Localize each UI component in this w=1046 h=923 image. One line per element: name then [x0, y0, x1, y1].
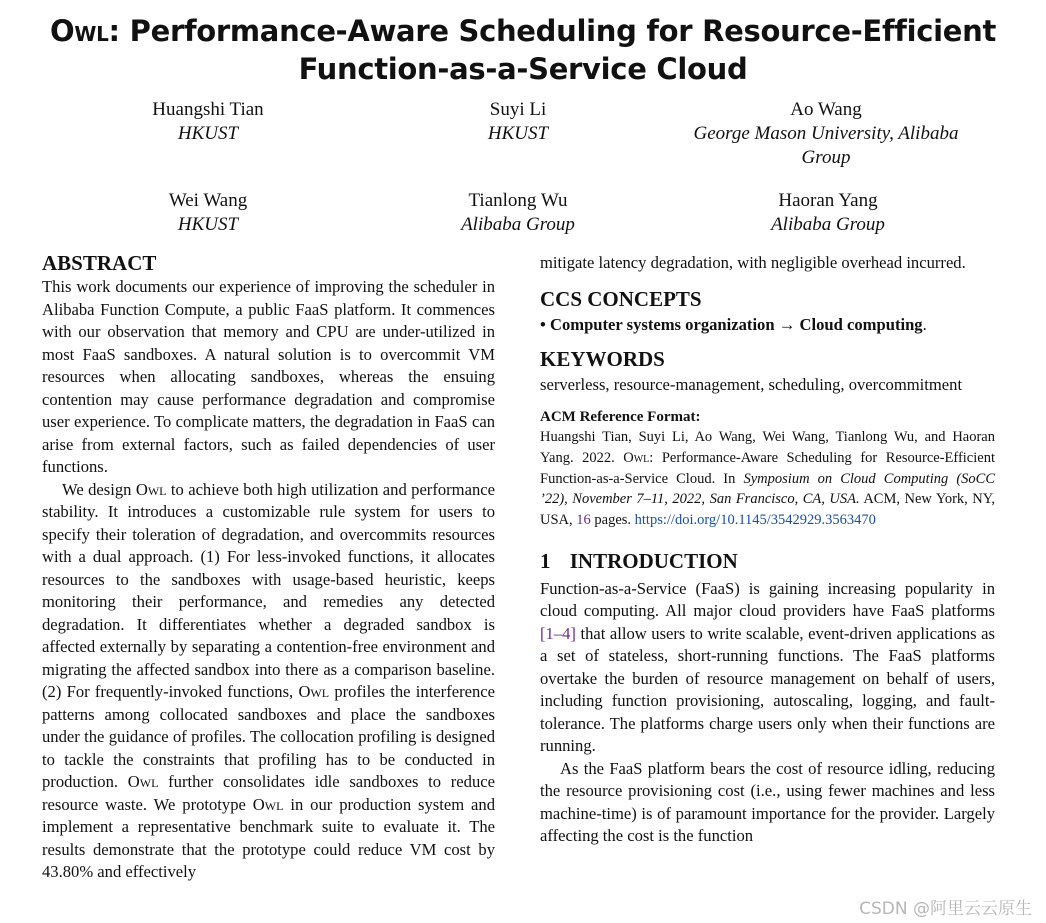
author-name: Haoran Yang: [778, 190, 878, 211]
author-name: Suyi Li: [489, 99, 547, 120]
author-block: [728, 189, 928, 237]
author-name: Tianlong Wu: [468, 190, 568, 211]
author-block: [108, 189, 308, 237]
author-affiliation: George Mason University, Alibaba Group: [693, 123, 959, 168]
author-affiliation: HKUST: [487, 123, 549, 144]
introduction-heading: 1 INTRODUCTION: [540, 548, 738, 573]
pages-link[interactable]: 16: [576, 512, 591, 529]
abstract-heading: ABSTRACT: [42, 251, 157, 275]
author-name: Ao Wang: [790, 99, 862, 120]
author-affiliation: HKUST: [177, 123, 239, 144]
system-name: Owl: [49, 14, 109, 48]
author-name: Wei Wang: [168, 190, 248, 211]
author-block: [418, 98, 618, 146]
watermark: CSDN @阿里云云原生: [859, 899, 1032, 919]
author-affiliation: Alibaba Group: [461, 214, 575, 235]
paper-title: Owl: Performance-Aware Scheduling for Resource-Efficient Function-as-a-Service Cloud: [49, 14, 997, 86]
author-block: [676, 98, 976, 170]
citation-link[interactable]: [1–4]: [540, 623, 576, 643]
author-block: [418, 189, 618, 237]
author-block: [108, 98, 308, 146]
left-column: [42, 250, 495, 884]
keywords-text: serverless, resource-management, scheduling, overcommitment: [540, 375, 963, 394]
right-column: [540, 252, 995, 848]
acm-reference: ACM Reference Format: Huangshi Tian, Suyi Li, Ao Wang, Wei Wang, Tianlong Wu, and Haoran Yang. 2022. Owl: Performance-Aware Scheduling for Resource-Efficient Function-as-a-Service Cloud. In Symposium on Cloud Computing (SoCC ’22), November 7–11, 2022, San Francisco, CA, USA. ACM, New York, NY, USA, 16 pages. https://doi.org/10.1145/3542929.3563470: [540, 408, 995, 529]
ccs-concepts: • Computer systems organization → Cloud computing.: [540, 314, 927, 334]
abstract-continuation: mitigate latency degradation, with negligible overhead incurred.: [540, 253, 966, 272]
author-name: Huangshi Tian: [152, 99, 264, 120]
author-affiliation: HKUST: [177, 214, 239, 235]
keywords-heading: KEYWORDS: [540, 347, 665, 371]
intro-paragraph: Function-as-a-Service (FaaS) is gaining increasing popularity in cloud computing. All major cloud providers have FaaS platforms [1–4] that allow users to write scalable, event-driven applications as a set of stateless, short-running functions. The FaaS platforms overtake the burden of resource management on behalf of users, including function provisioning, autoscaling, logging, and fault-tolerance. The platforms charge users only when their functions are running.: [540, 578, 995, 756]
doi-link[interactable]: https://doi.org/10.1145/3542929.3563470: [634, 512, 876, 529]
abstract-paragraph: We design Owl to achieve both high utilization and performance stability. It introduces a customizable rule system for users to specify their toleration of degradation, and overcommits resources with a dual approach. (1) For less-invoked functions, it allocates resources to the sandboxes with usage-based heuristic, keeps monitoring their performance, and remedies any detected degradation. It differentiates whether a degraded sandbox is affected externally by separating a contention-free environment and migrating the affected sandbox into there as a comparison baseline. (2) For frequently-invoked functions, Owl profiles the interference patterns among collocated sandboxes and place the sandboxes under the guidance of profiles. The collocation profiling is designed to tackle the constraints that profiling has to be conducted in production. Owl further consolidates idle sandboxes to reduce resource waste. We prototype Owl in our production system and implement a representative benchmark suite to evaluate it. The results demonstrate that the prototype could reduce VM cost by 43.80% and effectively: [42, 479, 495, 881]
author-affiliation: Alibaba Group: [771, 214, 885, 235]
acm-reference-heading: ACM Reference Format:: [540, 408, 701, 425]
intro-paragraph: As the FaaS platform bears the cost of resource idling, reducing the resource provisioning cost (i.e., using fewer machines and less machine-time) is of paramount importance for the provider. Largely affecting the cost is the function: [540, 758, 995, 846]
abstract-paragraph: This work documents our experience of improving the scheduler in Alibaba Function Compute, a public FaaS platform. It commences with our observation that memory and CPU are under-utilized in most FaaS sandboxes. A natural solution is to overcommit VM resources when allocating sandboxes, whereas the ensuing contention may cause performance degradation and compromise user experience. To complicate matters, the degradation in FaaS can arise from external factors, such as failed dependencies of user functions.: [42, 277, 495, 476]
ccs-heading: CCS CONCEPTS: [540, 286, 702, 311]
